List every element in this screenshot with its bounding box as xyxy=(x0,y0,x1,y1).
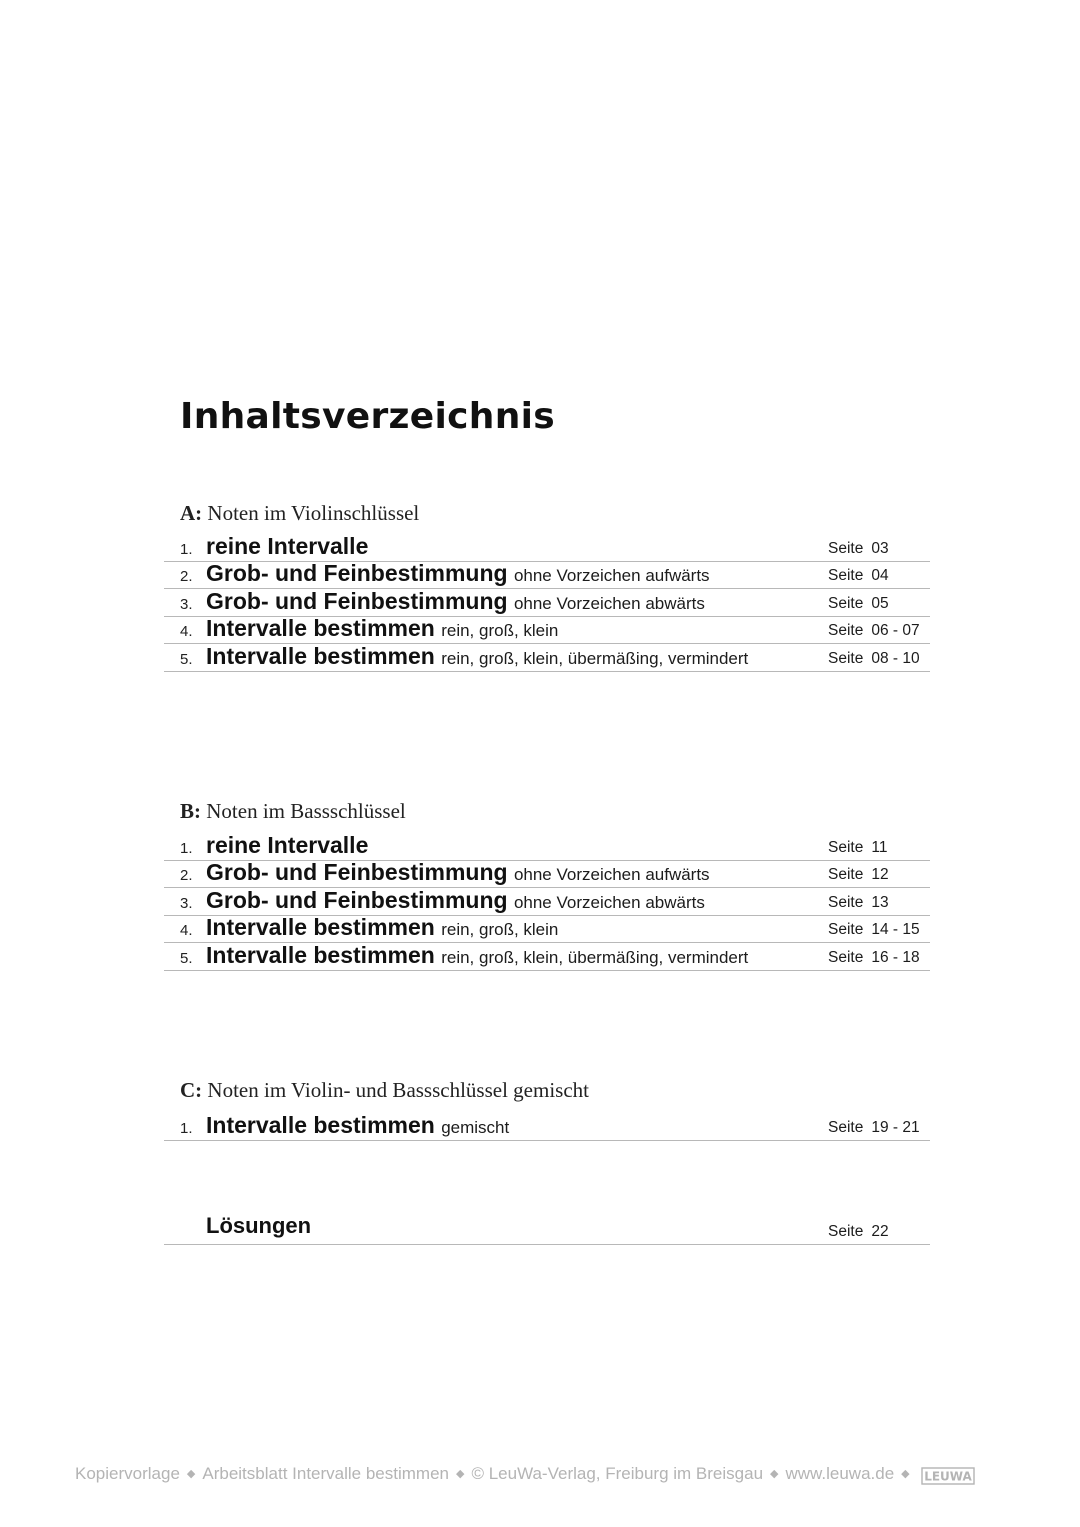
entry-number: 5. xyxy=(180,949,193,967)
section-heading xyxy=(164,1075,930,1105)
entry-page: Seite 16 - 18 xyxy=(828,948,920,966)
entry-number: 2. xyxy=(180,867,193,884)
diamond-separator-icon: ◆ xyxy=(186,1468,196,1480)
entry-title: Grob- und Feinbestimmung ohne Vorzeichen aufwärts xyxy=(206,859,710,885)
entry-title: reine Intervalle xyxy=(206,831,369,858)
entry-subtitle: ohne Vorzeichen aufwärts xyxy=(513,566,710,585)
footer-part: Kopiervorlage xyxy=(75,1464,180,1483)
entry-number: 1. xyxy=(180,839,193,857)
entry-title: Grob- und Feinbestimmung ohne Vorzeichen aufwärts xyxy=(206,560,710,586)
entry-number: 3. xyxy=(180,595,193,613)
entry-number: 1. xyxy=(180,540,193,558)
section-c xyxy=(164,1075,930,1141)
diamond-separator-icon: ◆ xyxy=(901,1468,910,1480)
svg-text:LEUWA: LEUWA xyxy=(923,1469,972,1484)
page-title: Inhaltsverzeichnis xyxy=(180,396,556,437)
entry-number: 3. xyxy=(180,894,193,912)
diamond-separator-icon: ◆ xyxy=(455,1468,465,1480)
toc-entry[interactable] xyxy=(164,888,930,916)
entry-page: Seite 04 xyxy=(828,567,889,584)
entry-page: Seite 03 xyxy=(828,539,889,557)
section-name: Noten im Violin- und Bassschlüssel gemischt xyxy=(207,1078,590,1102)
toc-entry[interactable] xyxy=(164,916,930,944)
entry-number: 5. xyxy=(180,650,193,668)
section-letter: B: xyxy=(180,799,201,823)
entry-subtitle: rein, groß, klein xyxy=(441,920,559,939)
section-a xyxy=(164,498,930,672)
footer-part: Arbeitsblatt Intervalle bestimmen xyxy=(202,1464,449,1483)
entry-title: Intervalle bestimmen rein, groß, klein, übermäßing, vermindert xyxy=(206,941,749,968)
entry-page: Seite 19 - 21 xyxy=(828,1118,920,1136)
toc-entry[interactable] xyxy=(164,589,930,617)
leuwa-logo-icon xyxy=(921,1467,975,1485)
footer-link[interactable]: www.leuwa.de xyxy=(785,1464,895,1483)
entry-page: Seite 06 - 07 xyxy=(828,622,920,639)
diamond-separator-icon: ◆ xyxy=(770,1468,779,1480)
entry-subtitle: rein, groß, klein, übermäßing, vermindert xyxy=(441,648,749,668)
entry-subtitle: rein, groß, klein xyxy=(441,621,559,640)
entry-title: Grob- und Feinbestimmung ohne Vorzeichen abwärts xyxy=(206,886,705,913)
section-name: Noten im Violinschlüssel xyxy=(207,501,420,525)
toc-entry[interactable] xyxy=(164,861,930,889)
entry-number: 2. xyxy=(180,568,193,585)
toc-entry[interactable] xyxy=(164,644,930,672)
entry-page: Seite 11 xyxy=(828,838,888,856)
section-letter: A: xyxy=(180,501,203,525)
section-heading xyxy=(164,796,930,826)
toc-entry[interactable] xyxy=(164,943,930,971)
entry-page: Seite 05 xyxy=(828,594,889,612)
footer xyxy=(75,1464,1025,1488)
entry-subtitle: gemischt xyxy=(441,1117,510,1137)
entry-number: 4. xyxy=(180,623,193,640)
toc-entry[interactable] xyxy=(164,833,930,861)
entry-subtitle: ohne Vorzeichen aufwärts xyxy=(513,865,710,884)
solutions-label: Lösungen xyxy=(206,1213,312,1238)
toc-entry[interactable] xyxy=(164,562,930,590)
entry-subtitle: rein, groß, klein, übermäßing, vermindert xyxy=(441,947,749,967)
entry-title: Intervalle bestimmen rein, groß, klein xyxy=(206,914,559,940)
section-heading xyxy=(164,498,930,528)
entry-title: Grob- und Feinbestimmung ohne Vorzeichen abwärts xyxy=(206,587,705,614)
entry-page: Seite 12 xyxy=(828,866,889,883)
entry-subtitle: ohne Vorzeichen abwärts xyxy=(513,593,705,613)
entry-number: 4. xyxy=(180,922,193,939)
section-b xyxy=(164,796,930,971)
section-name: Noten im Bassschlüssel xyxy=(206,799,406,823)
entry-subtitle: ohne Vorzeichen abwärts xyxy=(513,892,705,912)
entry-title: Intervalle bestimmen rein, groß, klein xyxy=(206,615,559,641)
entry-page: Seite 08 - 10 xyxy=(828,649,920,667)
toc-entry[interactable] xyxy=(164,1113,930,1141)
entry-page: Seite 13 xyxy=(828,893,889,911)
solutions-page: Seite 22 xyxy=(828,1223,889,1240)
solutions-entry[interactable] xyxy=(164,1210,930,1245)
entry-page: Seite 14 - 15 xyxy=(828,921,920,938)
toc-entry[interactable] xyxy=(164,534,930,562)
entry-number: 1. xyxy=(180,1119,193,1137)
toc-entry[interactable] xyxy=(164,617,930,645)
section-letter: C: xyxy=(180,1078,203,1102)
entry-title: Intervalle bestimmen rein, groß, klein, übermäßing, vermindert xyxy=(206,642,749,669)
footer-part: © LeuWa-Verlag, Freiburg im Breisgau xyxy=(471,1464,764,1483)
entry-title: Intervalle bestimmen gemischt xyxy=(206,1111,510,1138)
entry-title: reine Intervalle xyxy=(206,532,369,559)
